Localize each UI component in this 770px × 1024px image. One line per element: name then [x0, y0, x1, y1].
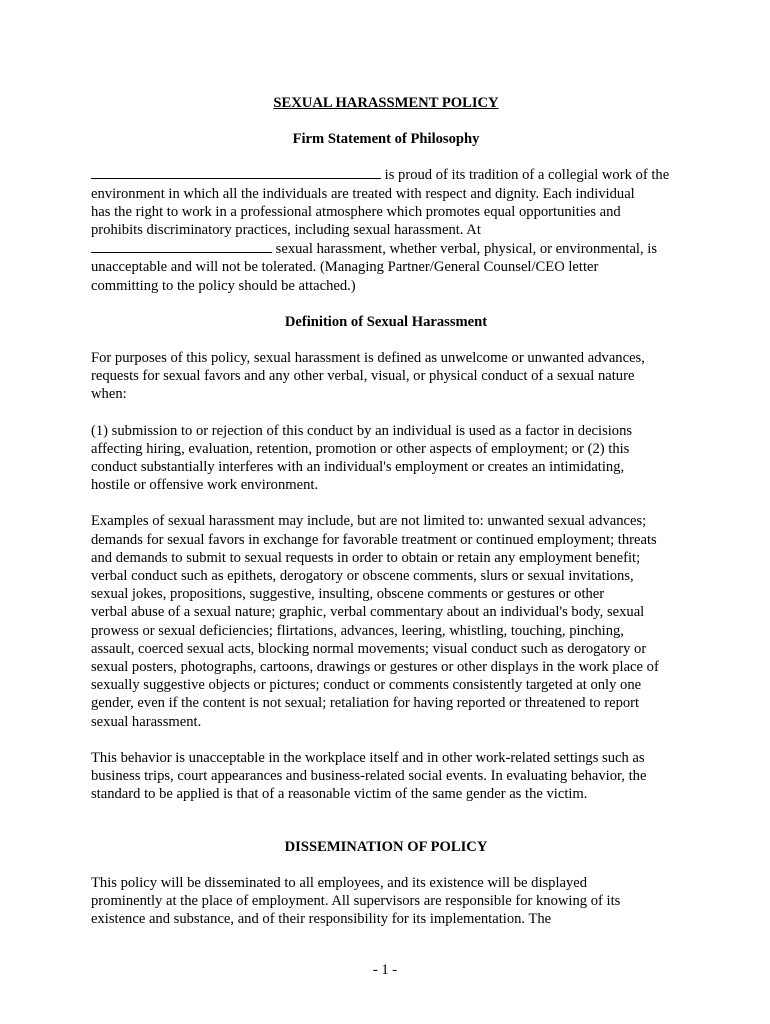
conditions-line-4: hostile or offensive work environment. — [91, 477, 319, 494]
philosophy-line-6: unacceptable and will not be tolerated. (Managing Partner/General Counsel/CEO letter — [91, 259, 599, 276]
philosophy-line-2: environment in which all the individuals are treated with respect and dignity. Each individual — [91, 185, 635, 202]
section-heading-dissemination: DISSEMINATION OF POLICY — [284, 838, 488, 855]
section-heading-philosophy: Firm Statement of Philosophy — [292, 131, 480, 148]
definition-line-1: For purposes of this policy, sexual harassment is defined as unwelcome or unwanted advances, — [91, 350, 645, 367]
examples-line: verbal abuse of a sexual nature; graphic, verbal commentary about an individual's body, sexual — [91, 604, 645, 621]
philosophy-line-1: is proud of its tradition of a collegial work of the — [91, 165, 681, 184]
section-heading-definition: Definition of Sexual Harassment — [284, 313, 488, 330]
examples-line: sexual harassment. — [91, 713, 202, 730]
conditions-line-1: (1) submission to or rejection of this conduct by an individual is used as a factor in decisions — [91, 422, 633, 439]
behavior-line: business trips, court appearances and business-related social events. In evaluating behavior, the — [91, 768, 647, 785]
philosophy-line-4: prohibits discriminatory practices, including sexual harassment. At — [91, 222, 481, 239]
dissemination-paragraph — [91, 874, 681, 929]
examples-line: demands for sexual favors in exchange for favorable treatment or continued employment; threats — [91, 531, 657, 548]
behavior-paragraph — [91, 749, 681, 804]
behavior-line: This behavior is unacceptable in the workplace itself and in other work-related settings such as — [91, 749, 645, 766]
philosophy-line-5: sexual harassment, whether verbal, physical, or environmental, is — [91, 239, 681, 258]
examples-line: assault, coerced sexual acts, blocking normal movements; visual conduct such as derogatory or — [91, 640, 647, 657]
examples-line: sexually suggestive objects or pictures; conduct or comments consistently targeted at only one — [91, 677, 642, 694]
conditions-line-2: affecting hiring, evaluation, retention, promotion or other aspects of employment; or (2) this — [91, 440, 630, 457]
dissemination-line: existence and substance, and of their responsibility for its implementation. The — [91, 911, 552, 928]
philosophy-line-3: has the right to work in a professional atmosphere which promotes equal opportunities and — [91, 203, 621, 220]
definition-paragraph — [91, 349, 681, 404]
conditions-paragraph — [91, 422, 681, 495]
page-number: - 1 - — [372, 962, 398, 978]
firm-name-blank-2 — [91, 239, 272, 253]
examples-line: gender, even if the content is not sexual; retaliation for having reported or threatened to report — [91, 695, 640, 712]
dissemination-line: This policy will be disseminated to all employees, and its existence will be displayed — [91, 874, 588, 891]
examples-paragraph — [91, 512, 681, 730]
document-title: SEXUAL HARASSMENT POLICY — [273, 95, 499, 111]
firm-name-blank — [91, 165, 381, 179]
behavior-line: standard to be applied is that of a reasonable victim of the same gender as the victim. — [91, 786, 588, 803]
philosophy-paragraph — [91, 165, 681, 294]
definition-line-3: when: — [91, 386, 127, 403]
document-body — [91, 94, 681, 928]
examples-line: sexual posters, photographs, cartoons, drawings or gestures or other displays in the work place of — [91, 659, 659, 676]
philosophy-line-7: committing to the policy should be attached.) — [91, 277, 356, 294]
examples-line: verbal conduct such as epithets, derogatory or obscene comments, slurs or sexual invitations, — [91, 568, 634, 585]
definition-line-2: requests for sexual favors and any other verbal, visual, or physical conduct of a sexual nature — [91, 368, 635, 385]
examples-line: Examples of sexual harassment may include, but are not limited to: unwanted sexual advances; — [91, 513, 647, 530]
conditions-line-3: conduct substantially interferes with an individual's employment or creates an intimidating, — [91, 459, 625, 476]
examples-line: prowess or sexual deficiencies; flirtations, advances, leering, whistling, touching, pinching, — [91, 622, 624, 639]
examples-line: sexual jokes, propositions, suggestive, insulting, obscene comments or gestures or other — [91, 586, 605, 603]
examples-line: and demands to submit to sexual requests in order to obtain or retain any employment benefit; — [91, 549, 641, 566]
dissemination-line: prominently at the place of employment. All supervisors are responsible for knowing of its — [91, 892, 621, 909]
